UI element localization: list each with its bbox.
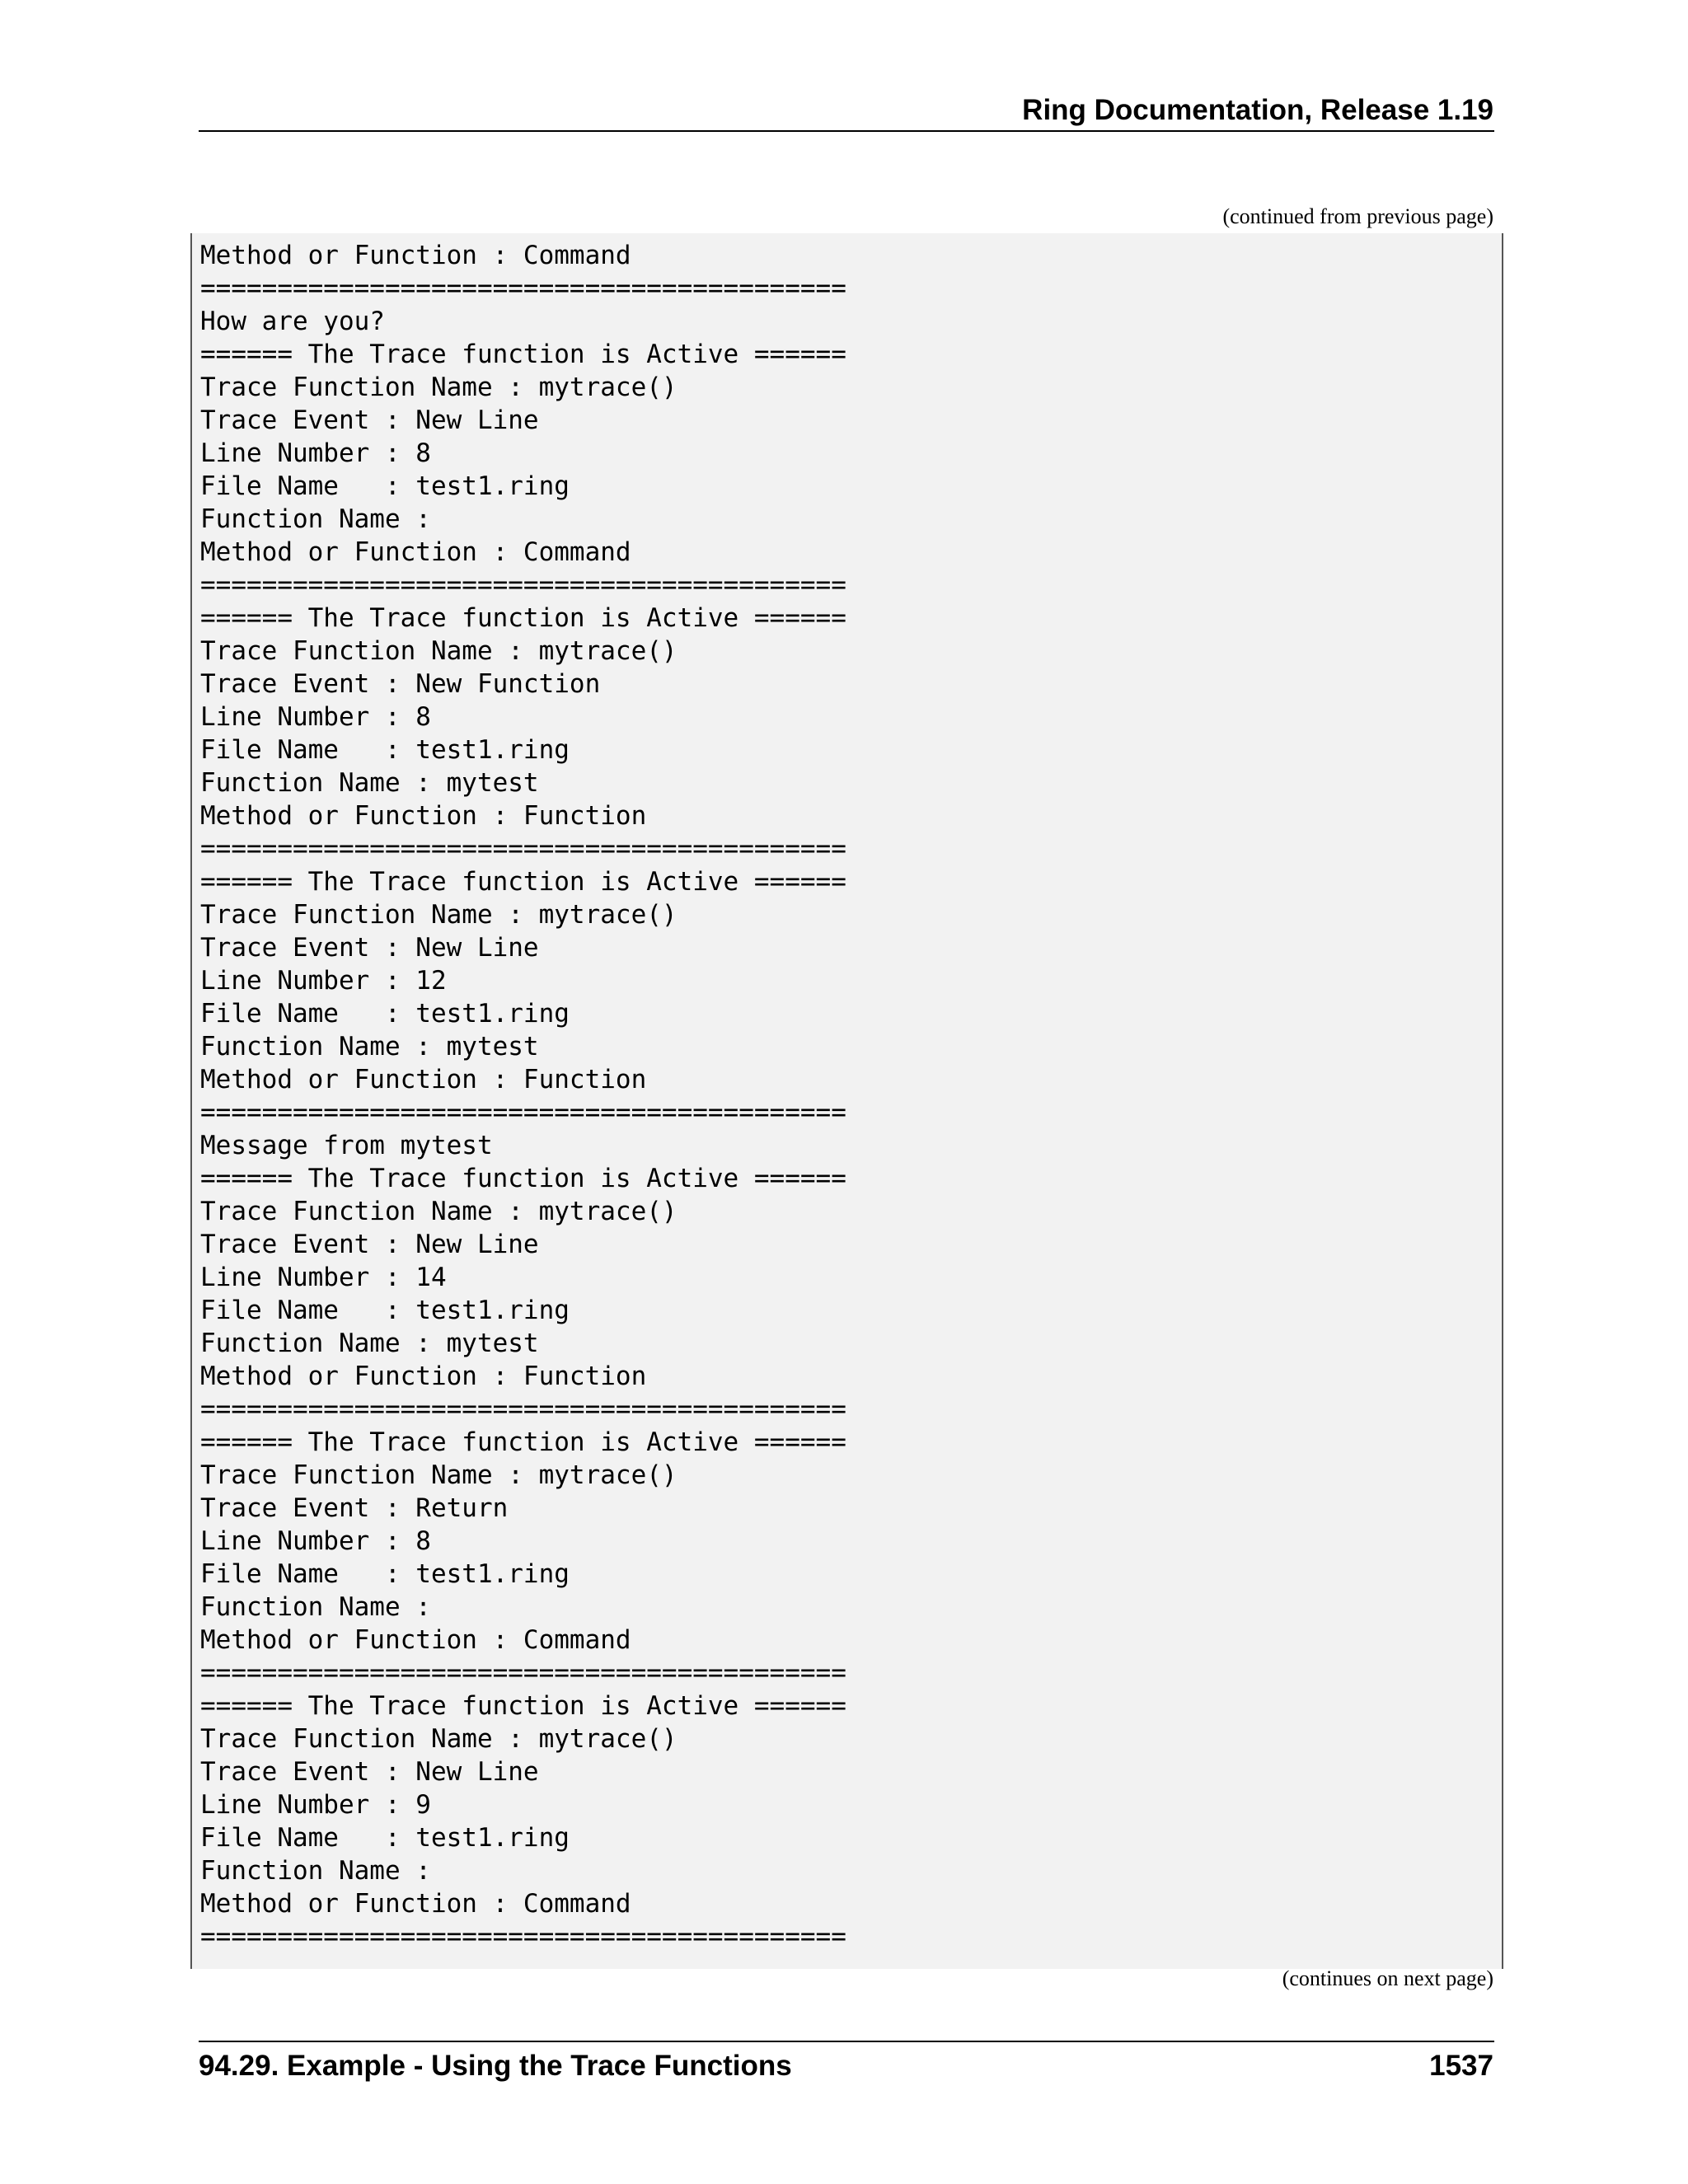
code-line: Trace Function Name : mytrace() xyxy=(200,900,678,930)
code-line: ====== The Trace function is Active ====== xyxy=(200,867,846,897)
code-line: Trace Function Name : mytrace() xyxy=(200,373,678,402)
code-line: ====== The Trace function is Active ====== xyxy=(200,1427,846,1457)
code-line: Function Name : xyxy=(200,504,431,534)
code-block xyxy=(190,233,1503,1969)
code-line: Trace Event : New Line xyxy=(200,933,539,963)
code-line: Method or Function : Function xyxy=(200,1361,647,1391)
code-line: ====== The Trace function is Active ====== xyxy=(200,1691,846,1721)
code-line: Trace Event : New Line xyxy=(200,1757,539,1787)
code-line: ========================================== xyxy=(200,570,846,600)
code-line: Line Number : 8 xyxy=(200,438,431,468)
code-line: Method or Function : Function xyxy=(200,801,647,831)
code-line: File Name : test1.ring xyxy=(200,1296,570,1325)
code-line: Trace Function Name : mytrace() xyxy=(200,1197,678,1226)
code-line: Method or Function : Command xyxy=(200,1889,631,1919)
page-header-title: Ring Documentation, Release 1.19 xyxy=(1022,94,1493,126)
code-line: File Name : test1.ring xyxy=(200,735,570,765)
code-line: File Name : test1.ring xyxy=(200,1823,570,1853)
footer-section-title: 94.29. Example - Using the Trace Functions xyxy=(199,2050,792,2082)
code-line: File Name : test1.ring xyxy=(200,1559,570,1589)
continues-on-note: (continues on next page) xyxy=(1282,1966,1493,1990)
code-line: Line Number : 8 xyxy=(200,1526,431,1556)
code-line: Message from mytest xyxy=(200,1131,493,1160)
code-line: Trace Event : New Function xyxy=(200,669,601,699)
continued-from-note: (continued from previous page) xyxy=(1222,204,1493,228)
code-line: Method or Function : Command xyxy=(200,537,631,567)
code-line: ========================================== xyxy=(200,274,846,303)
code-line: Line Number : 9 xyxy=(200,1790,431,1820)
code-line: How are you? xyxy=(200,307,385,336)
code-line: Method or Function : Command xyxy=(200,1625,631,1655)
code-line: Function Name : mytest xyxy=(200,768,539,798)
code-line: Line Number : 14 xyxy=(200,1263,447,1292)
code-line: ========================================== xyxy=(200,1098,846,1127)
code-line: Line Number : 12 xyxy=(200,966,447,996)
code-line: ====== The Trace function is Active ====== xyxy=(200,1164,846,1193)
code-line: Method or Function : Function xyxy=(200,1065,647,1094)
code-line: Trace Event : New Line xyxy=(200,405,539,435)
footer-divider xyxy=(199,2041,1494,2042)
code-line: ========================================== xyxy=(200,834,846,864)
code-lines xyxy=(200,239,846,1953)
page-number: 1537 xyxy=(1429,2050,1493,2082)
header-divider xyxy=(199,130,1494,132)
code-line: ====== The Trace function is Active ====== xyxy=(200,340,846,369)
code-line: Function Name : mytest xyxy=(200,1032,539,1062)
code-line: Trace Event : New Line xyxy=(200,1230,539,1259)
code-line: Method or Function : Command xyxy=(200,241,631,270)
code-line: Trace Function Name : mytrace() xyxy=(200,1724,678,1754)
code-line: ========================================== xyxy=(200,1658,846,1688)
code-line: Trace Function Name : mytrace() xyxy=(200,1460,678,1490)
code-line: File Name : test1.ring xyxy=(200,471,570,501)
code-line: Function Name : xyxy=(200,1856,431,1886)
code-line: Trace Event : Return xyxy=(200,1493,509,1523)
code-line: ====== The Trace function is Active ====== xyxy=(200,603,846,633)
code-line: File Name : test1.ring xyxy=(200,999,570,1029)
code-line: ========================================== xyxy=(200,1394,846,1424)
code-line: ========================================== xyxy=(200,1922,846,1952)
code-line: Trace Function Name : mytrace() xyxy=(200,636,678,666)
code-line: Function Name : mytest xyxy=(200,1329,539,1358)
code-line: Function Name : xyxy=(200,1592,431,1622)
code-line: Line Number : 8 xyxy=(200,702,431,732)
